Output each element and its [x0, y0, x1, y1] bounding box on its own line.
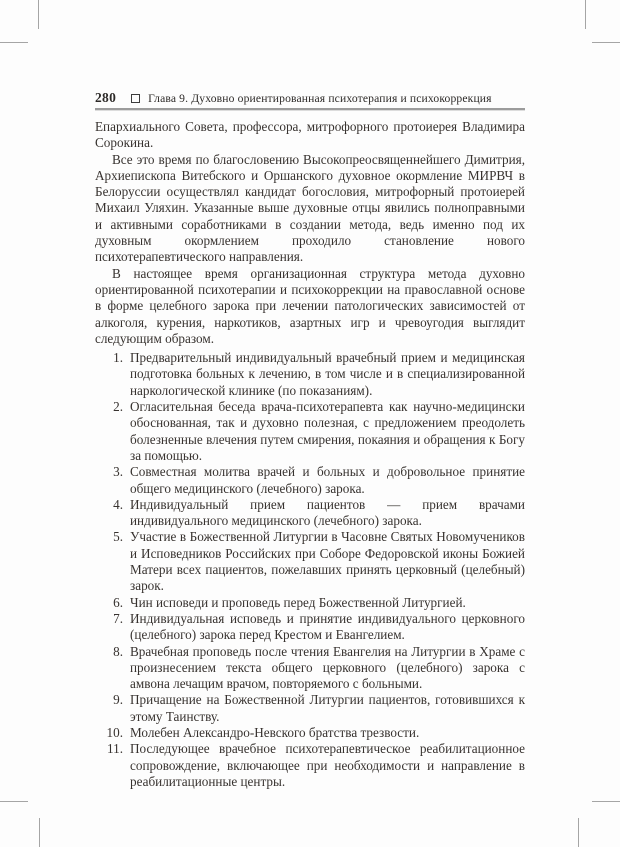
list-item-number: 10.: [106, 724, 123, 740]
list-item-text: Последующее врачебное психотерапевтическое реабилитационное сопровождение, включающее при необходимости и направление в реабилитационные центры.: [130, 741, 525, 789]
list-item: [95, 350, 525, 399]
paragraph: В настоящее время организационная структура метода духовно ориентированной психотерапии и психокоррекции на православной основе в форме целебного зарока при лечении патологических зависимостей от алкоголя, курения, наркотиков, азартных игр и чревоугодия выглядит следующим образом.: [95, 265, 525, 346]
header-rule: [95, 108, 525, 110]
paragraph: Епархиального Совета, профессора, митрофорного протоиерея Владимира Сорокина.: [95, 119, 525, 151]
list-item-number: 1.: [113, 350, 123, 366]
list-item-number: 8.: [113, 643, 123, 659]
list-item-text: Огласительная беседа врача-психотерапевта как научно-медицински обоснованная, так и духовно полезная, с предложением преодолеть болезненные влечения путем смирения, покаяния и обращения к Богу за помощью.: [130, 399, 525, 463]
list-item: [95, 464, 525, 497]
ordered-list: [95, 350, 525, 790]
list-item-number: 9.: [113, 692, 123, 708]
running-head: [95, 90, 525, 106]
list-item-number: 3.: [113, 464, 123, 480]
list-item: [95, 611, 525, 644]
crop-mark-top-left-vertical: [38, 0, 39, 29]
list-item-text: Молебен Александро-Невского братства трезвости.: [130, 724, 420, 740]
crop-mark-bottom-left-vertical: [39, 818, 40, 847]
chapter-title: Глава 9. Духовно ориентированная психотерапия и психокоррекция: [148, 91, 492, 105]
list-item: [95, 725, 525, 741]
list-item: [95, 644, 525, 693]
list-item-text: Врачебная проповедь после чтения Евангелия на Литургии в Храме с произнесением текста общего церковного (целебного) зарока с амвона лечащим врачом, повторяемого с больными.: [130, 643, 525, 692]
list-item-text: Предварительный индивидуальный врачебный прием и медицинская подготовка больных к лечению, в том числе и в специализированной наркологической клинике (по показаниям).: [130, 350, 525, 398]
list-item: [95, 399, 525, 464]
crop-mark-top-right-horizontal: [592, 42, 620, 43]
open-square-icon: [131, 94, 140, 103]
list-item-number: 11.: [107, 741, 123, 757]
crop-mark-top-left-horizontal: [0, 42, 28, 43]
crop-mark-top-right-vertical: [585, 0, 586, 29]
page-number: 280: [95, 90, 117, 105]
list-item: [95, 497, 525, 530]
list-item-number: 5.: [113, 529, 123, 545]
list-item-text: Чин исповеди и проповедь перед Божественной Литургией.: [130, 594, 466, 610]
list-item: [95, 529, 525, 594]
list-item-number: 4.: [113, 496, 123, 512]
list-item: [95, 595, 525, 611]
crop-mark-bottom-left-horizontal: [0, 801, 28, 802]
list-item-text: Индивидуальная исповедь и принятие индивидуального церковного (целебного) зарока перед Крестом и Евангелием.: [130, 610, 525, 643]
paragraph: Все это время по благословению Высокопреосвященнейшего Димитрия, Архиепископа Витебского и Оршанского духовное окормление МИРВЧ в Белоруссии осуществлял кандидат богословия, митрофорный протоиерей Михаил Уляхин. Указанные выше духовные отцы явились полноправными и активными соработниками в создании метода, ведь именно под их духовным окормлением проходило становление нового психотерапевтического направления.: [95, 151, 525, 265]
list-item-text: Совместная молитва врачей и больных и добровольное принятие общего медицинского (лечебного) зарока.: [130, 464, 525, 496]
list-item-number: 2.: [113, 399, 123, 415]
list-item-text: Причащение на Божественной Литургии пациентов, готовившихся к этому Таинству.: [130, 692, 525, 724]
list-item-text: Индивидуальный прием пациентов — прием врачами индивидуального медицинского (лечебного) зарока.: [130, 496, 525, 529]
body-text: [95, 119, 525, 790]
crop-mark-bottom-right-horizontal: [592, 801, 620, 802]
list-item: [95, 692, 525, 725]
list-item-number: 6.: [113, 594, 123, 610]
list-item-number: 7.: [113, 610, 123, 626]
list-item: [95, 741, 525, 790]
crop-mark-bottom-right-vertical: [578, 818, 579, 847]
list-item-text: Участие в Божественной Литургии в Часовне Святых Новомучеников и Исповедников Российских при Соборе Федоровской иконы Божией Матери всех пациентов, пожелавших принять церковный (целебный) зарок.: [130, 529, 525, 594]
